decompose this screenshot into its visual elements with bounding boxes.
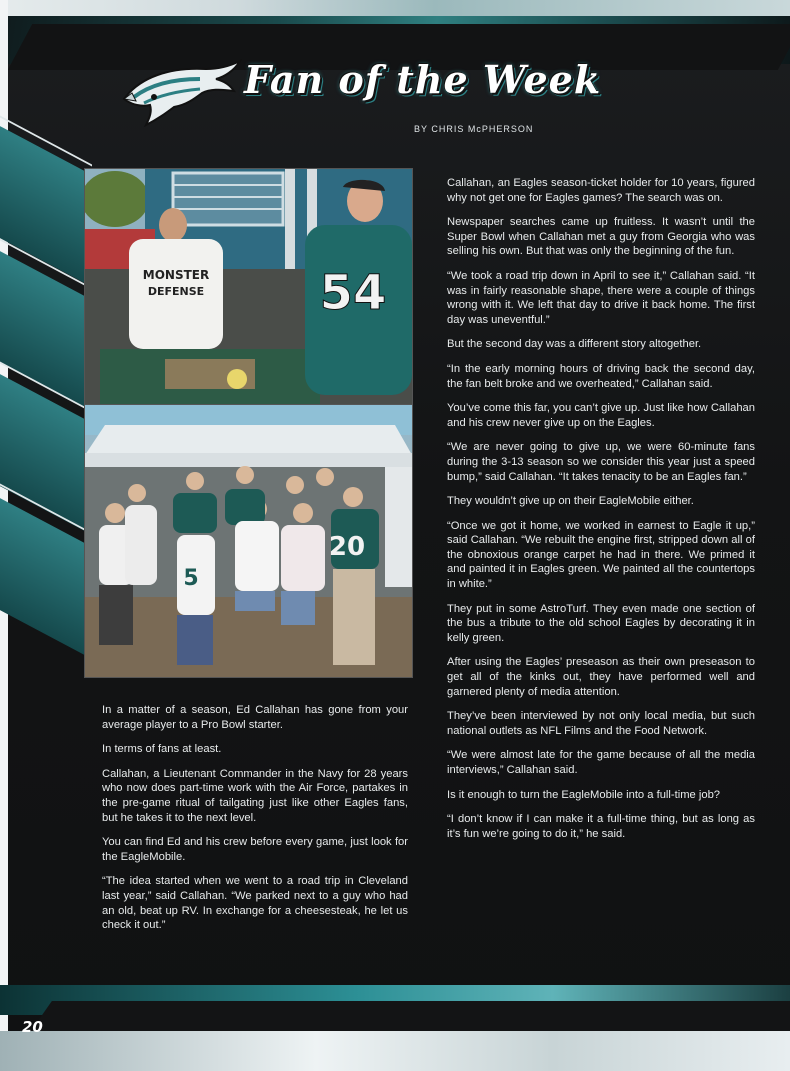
article-column-left [102, 703, 408, 943]
article-paragraph: “In the early morning hours of driving back the second day, the fan belt broke and we overheated,” Callahan said. [447, 362, 755, 390]
article-paragraph: In a matter of a season, Ed Callahan has gone from your average player to a Pro Bowl starter. [102, 704, 408, 731]
article-column-right [447, 176, 755, 851]
eagle-logo-icon [120, 55, 242, 127]
shirt-text-2: DEFENSE [147, 285, 205, 298]
article-paragraph: “The idea started when we went to a road trip in Cleveland last year,” said Callahan. “We parked next to a guy who had an old, beat up RV. In exchange for a cheesesteak, he let us check it out.” [102, 875, 408, 932]
article-paragraph: They’ve been interviewed by not only local media, but such national outlets as NFL Films and the Food Network. [447, 710, 755, 737]
shirt-text-1: MONSTER [142, 268, 210, 282]
bottom-light-strip [0, 1031, 790, 1071]
article-paragraph: Newspaper searches came up fruitless. It wasn’t until the Super Bowl when Callahan met a guy from Georgia who was selling his own. But that was only the beginning of the fun. [447, 216, 755, 258]
article-paragraph: “Once we got it home, we worked in earnest to Eagle it up,” said Callahan. “We rebuilt the engine first, stripped down all of the obnoxious orange carpet he had in there. We primed it and painted it in Eagles green. We painted all the countertops in white.” [447, 519, 755, 591]
top-light-strip [0, 0, 790, 16]
article-paragraph: Callahan, an Eagles season-ticket holder for 10 years, figured why not get one for Eagles games? The search was on. [447, 177, 755, 204]
byline: BY CHRIS McPHERSON [414, 124, 534, 134]
article-paragraph: After using the Eagles’ preseason as their own preseason to get all of the kinks out, they have performed well and garnered plenty of media attention. [447, 656, 755, 698]
photo-tailgate-grill [84, 168, 413, 406]
bottom-dark-strip [28, 1001, 790, 1035]
article-paragraph: Is it enough to turn the EagleMobile into a full-time job? [447, 788, 721, 801]
article-paragraph: You can find Ed and his crew before every game, just look for the EagleMobile. [102, 836, 408, 863]
bottom-decorative-band [0, 985, 790, 1071]
jersey-number-5: 5 [183, 566, 199, 591]
page-title: Fan of the Week [244, 57, 602, 102]
article-paragraph: You’ve come this far, you can’t give up. Just like how Callahan and his crew never give up on the Eagles. [447, 402, 755, 429]
article-paragraph: Callahan, a Lieutenant Commander in the Navy for 28 years who now does part-time work with the Air Force, partakes in the pre-game ritual of tailgating just like other Eagles fans, but he takes it to the next level. [102, 767, 408, 824]
article-paragraph: They put in some AstroTurf. They even made one section of the bus a tribute to the old school Eagles by decorating it in kelly green. [447, 602, 755, 644]
article-paragraph: But the second day was a different story altogether. [447, 338, 702, 351]
article-paragraph: They wouldn’t give up on their EagleMobile either. [447, 495, 694, 508]
article-paragraph: “We took a road trip down in April to see it,” Callahan said. “It was in fairly reasonable shape, there were a couple of things wrong with it. We left that day to drive it back home. The first day was uneventful.” [447, 269, 755, 326]
page-number: 20 [22, 1018, 43, 1036]
photo-eaglemobile-crew [84, 404, 413, 678]
article-paragraph: “We are never going to give up, we were 60-minute fans during the 3-13 season so we consider this year just a speed bump,” said Callahan. “It takes tenacity to be an Eagles fan.” [447, 441, 755, 483]
jersey-number-54: 54 [319, 265, 387, 321]
article-paragraph: “We were almost late for the game because of all the media interviews,” Callahan said. [447, 749, 755, 776]
masthead [120, 55, 660, 127]
article-paragraph: In terms of fans at least. [102, 743, 222, 756]
article-paragraph: “I don’t know if I can make it a full-time thing, but as long as it’s fun we’re going to do it,” he said. [447, 813, 755, 840]
jersey-number-20: 20 [328, 532, 366, 562]
